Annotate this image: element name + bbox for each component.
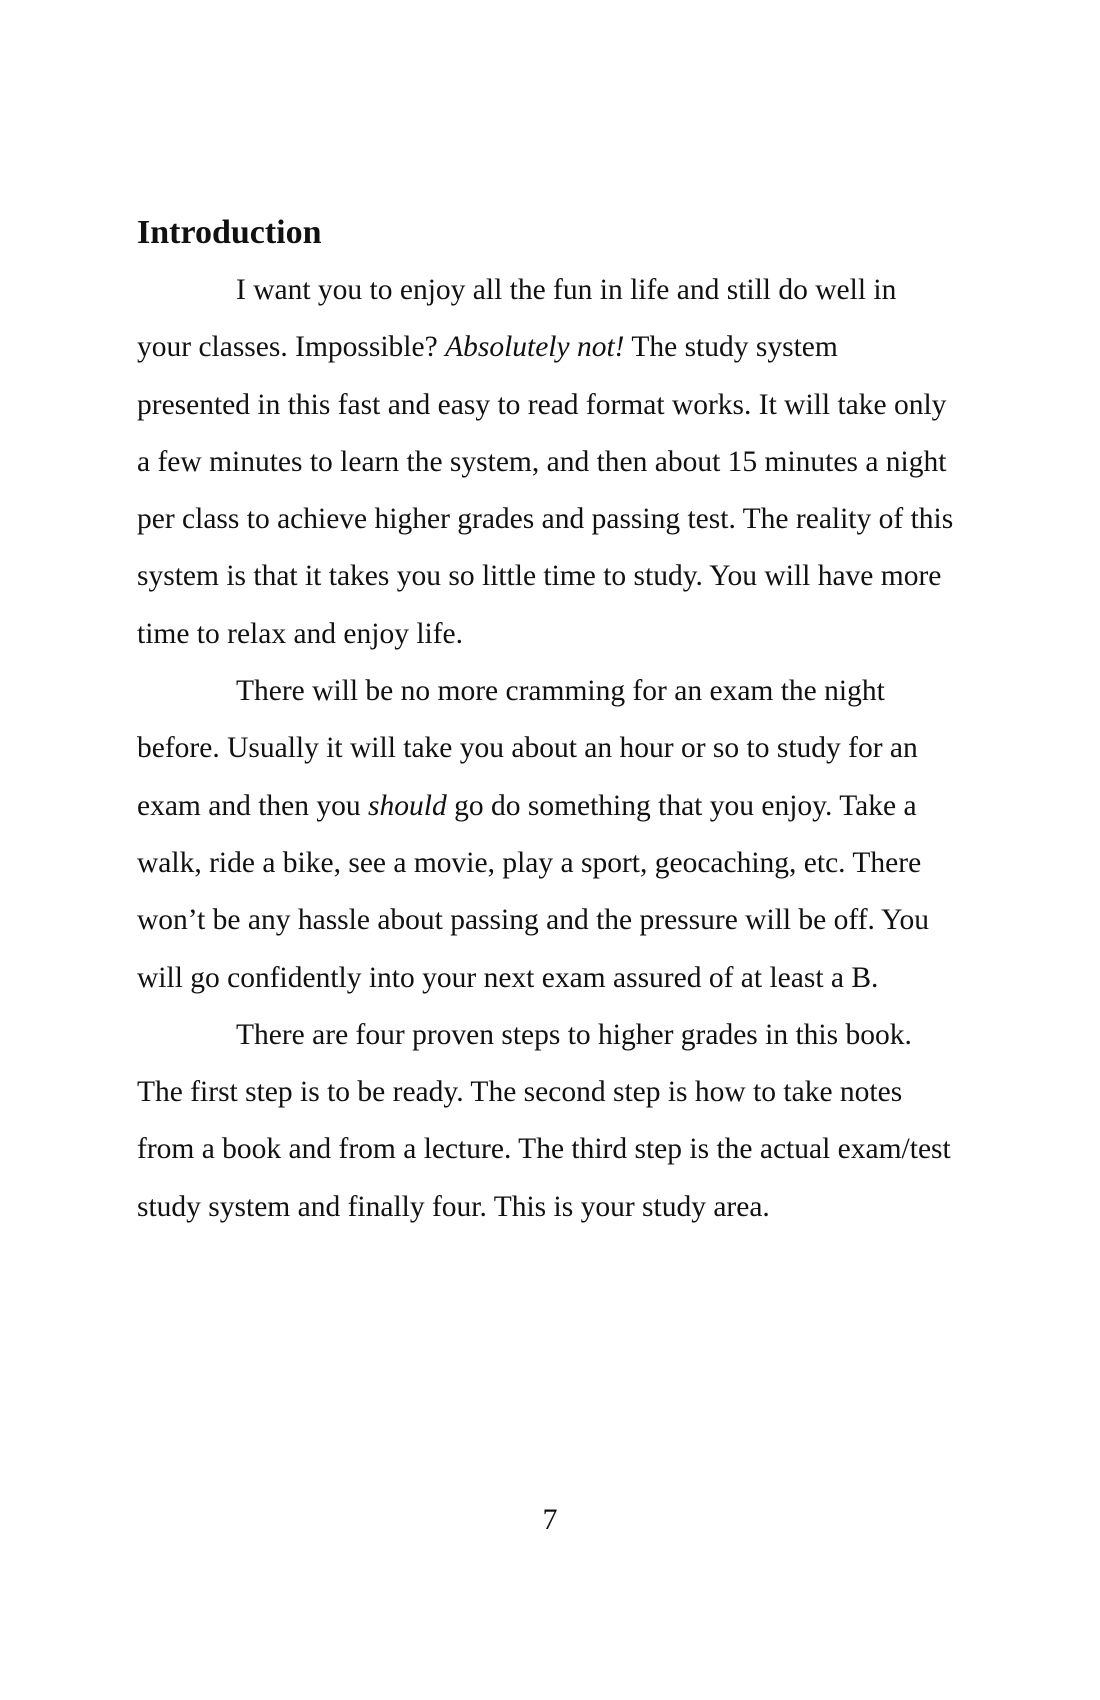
paragraph-2 — [137, 663, 955, 1007]
paragraph-2-text-continued: go do something that you enjoy. Take a walk, ride a bike, see a movie, play a sport, geocaching, etc. There won’t be any hassle about passing and the pressure will be off. You will go confidently into your next exam assured of at least a B. — [137, 789, 930, 994]
paragraph-1-text-continued: The study system presented in this fast and easy to read format works. It will take only a few minutes to learn the system, and then about 15 minutes a night per class to achieve higher grades and passing test. The reality of this system is that it takes you so little time to study. You will have more time to relax and enjoy life. — [137, 331, 954, 650]
section-heading: Introduction — [137, 214, 322, 251]
paragraph-2-text: There will be no more cramming for an exam the night before. Usually it will take you about an hour or so to study for an exam and then you — [137, 675, 918, 822]
paragraph-3 — [137, 1007, 955, 1236]
paragraph-1 — [137, 262, 955, 663]
paragraph-1-emphasis: Absolutely not! — [445, 331, 625, 364]
page-number: 7 — [542, 1503, 558, 1536]
paragraph-2-emphasis: should — [368, 789, 447, 822]
paragraph-1-text: I want you to enjoy all the fun in life and still do well in your classes. Impossible? — [137, 274, 897, 364]
page-content — [137, 208, 955, 1236]
paragraph-3-text: There are four proven steps to higher grades in this book. The first step is to be ready. The second step is how to take notes from a book and from a lecture. The third step is the actual exam/test study system and finally four. This is your study area. — [137, 1018, 951, 1223]
